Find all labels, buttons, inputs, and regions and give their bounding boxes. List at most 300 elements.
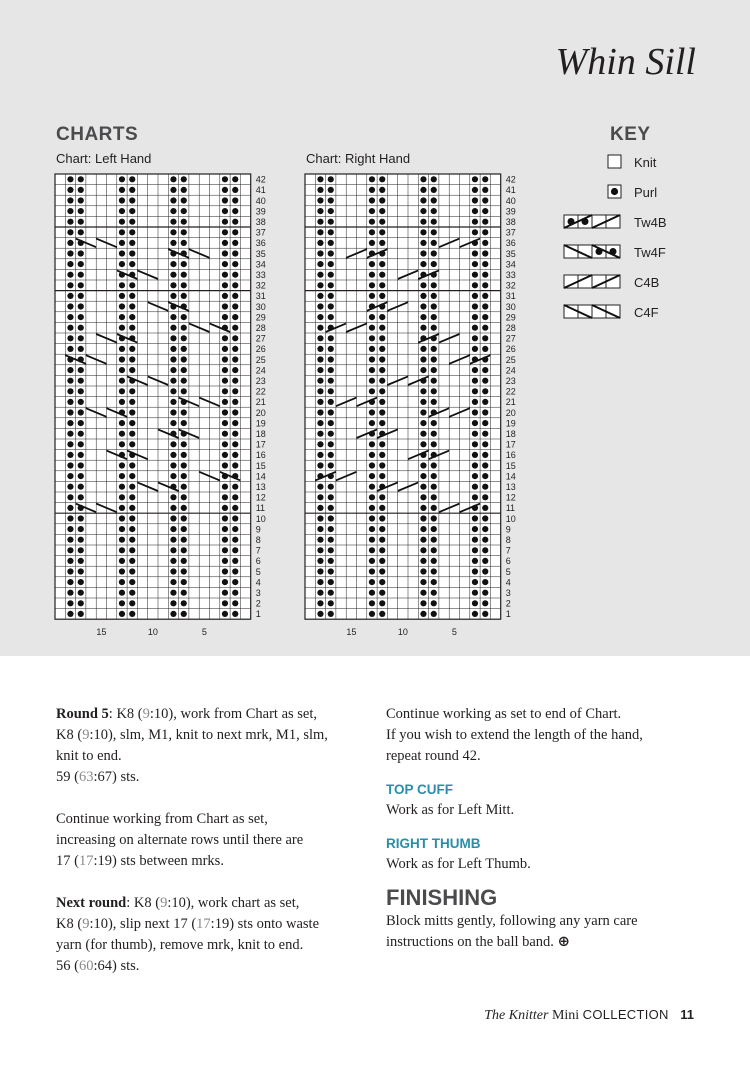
purl-stitch-mark [232, 219, 238, 225]
row-number-label: 38 [255, 217, 266, 227]
purl-stitch-mark [379, 261, 385, 267]
purl-stitch-mark [222, 229, 228, 235]
purl-stitch-mark [222, 272, 228, 278]
purl-stitch-mark [222, 537, 228, 543]
purl-stitch-mark [78, 600, 84, 606]
purl-stitch-mark [482, 611, 488, 617]
purl-stitch-mark [420, 176, 426, 182]
right-thumb-text: Work as for Left Thumb. [386, 856, 531, 872]
purl-stitch-mark [482, 261, 488, 267]
purl-stitch-mark [317, 335, 323, 341]
purl-stitch-mark [232, 558, 238, 564]
purl-stitch-mark [420, 579, 426, 585]
purl-stitch-mark [181, 420, 187, 426]
purl-stitch-mark [170, 356, 176, 362]
purl-stitch-mark [420, 462, 426, 468]
purl-stitch-mark [78, 409, 84, 415]
purl-stitch-mark [482, 197, 488, 203]
row-number-label: 18 [255, 429, 266, 439]
purl-stitch-mark [222, 441, 228, 447]
purl-stitch-mark [317, 240, 323, 246]
purl-stitch-mark [78, 579, 84, 585]
purl-stitch-mark [119, 187, 125, 193]
purl-stitch-mark [317, 526, 323, 532]
purl-stitch-mark [369, 367, 375, 373]
purl-stitch-mark [431, 431, 437, 437]
row-number-label: 28 [505, 323, 516, 333]
purl-stitch-mark [170, 526, 176, 532]
row-number-label: 15 [505, 460, 516, 471]
purl-stitch-mark [431, 388, 437, 394]
purl-stitch-mark [379, 293, 385, 299]
purl-stitch-mark [472, 250, 478, 256]
purl-stitch-mark [78, 568, 84, 574]
purl-stitch-mark [328, 240, 334, 246]
purl-stitch-mark [78, 515, 84, 521]
row-number-label: 1 [255, 609, 261, 620]
purl-stitch-mark [369, 378, 375, 384]
purl-stitch-mark [119, 537, 125, 543]
purl-stitch-mark [119, 473, 125, 479]
row-number-label: 3 [505, 588, 511, 598]
row-number-label: 7 [255, 545, 261, 556]
purl-stitch-mark [222, 484, 228, 490]
purl-stitch-mark [379, 420, 385, 426]
purl-stitch-mark [482, 335, 488, 341]
purl-stitch-mark [379, 176, 385, 182]
purl-stitch-mark [129, 261, 135, 267]
purl-stitch-mark [482, 409, 488, 415]
purl-stitch-mark [67, 452, 73, 458]
row-number-label: 14 [255, 471, 266, 482]
purl-stitch-mark [482, 579, 488, 585]
purl-stitch-mark [67, 568, 73, 574]
purl-stitch-mark [431, 378, 437, 384]
purl-stitch-mark [67, 399, 73, 405]
purl-stitch-mark [170, 547, 176, 553]
purl-stitch-mark [420, 367, 426, 373]
purl-stitch-mark [129, 399, 135, 405]
purl-stitch-mark [379, 505, 385, 511]
purl-stitch-mark [420, 325, 426, 331]
purl-stitch-mark [328, 600, 334, 606]
purl-stitch-mark [431, 187, 437, 193]
purl-stitch-mark [222, 579, 228, 585]
purl-stitch-mark [317, 547, 323, 553]
purl-stitch-mark [119, 568, 125, 574]
right-chart-label: Chart: Right Hand [306, 151, 411, 166]
purl-stitch-mark [472, 431, 478, 437]
row-number-label: 2 [255, 598, 261, 609]
purl-stitch-mark [420, 611, 426, 617]
purl-stitch-mark [420, 314, 426, 320]
purl-stitch-mark [369, 452, 375, 458]
purl-stitch-mark [119, 420, 125, 426]
purl-stitch-mark [129, 314, 135, 320]
purl-stitch-mark [222, 558, 228, 564]
purl-stitch-mark [170, 378, 176, 384]
row-number-label: 14 [505, 471, 516, 482]
purl-stitch-mark [129, 219, 135, 225]
purl-stitch-mark [222, 600, 228, 606]
purl-stitch-mark [379, 558, 385, 564]
purl-stitch-mark [129, 176, 135, 182]
purl-stitch-mark [67, 515, 73, 521]
purl-stitch-mark [170, 590, 176, 596]
purl-stitch-mark [420, 293, 426, 299]
purl-stitch-mark [119, 325, 125, 331]
purl-stitch-mark [170, 314, 176, 320]
purl-stitch-mark [222, 219, 228, 225]
purl-stitch-mark [232, 208, 238, 214]
purl-stitch-mark [317, 558, 323, 564]
purl-stitch-mark [170, 176, 176, 182]
purl-stitch-mark [369, 579, 375, 585]
row-number-label: 19 [505, 418, 516, 429]
purl-stitch-mark [369, 314, 375, 320]
purl-stitch-mark [129, 303, 135, 309]
purl-stitch-mark [379, 473, 385, 479]
purl-stitch-mark [232, 452, 238, 458]
row-number-label: 17 [255, 439, 266, 450]
purl-stitch-mark [170, 568, 176, 574]
purl-stitch-mark [78, 420, 84, 426]
purl-stitch-mark [222, 611, 228, 617]
purl-stitch-mark [328, 356, 334, 362]
purl-stitch-mark [317, 537, 323, 543]
purl-stitch-mark [67, 484, 73, 490]
purl-stitch-mark [222, 547, 228, 553]
purl-stitch-mark [328, 547, 334, 553]
row-number-label: 8 [505, 535, 511, 545]
purl-stitch-mark [369, 282, 375, 288]
purl-stitch-mark [482, 293, 488, 299]
purl-stitch-mark [170, 462, 176, 468]
purl-stitch-mark [67, 261, 73, 267]
purl-stitch-mark [232, 579, 238, 585]
purl-stitch-mark [431, 176, 437, 182]
purl-stitch-mark [431, 537, 437, 543]
row-number-label: 31 [255, 291, 266, 302]
purl-stitch-mark [181, 547, 187, 553]
purl-stitch-mark [328, 568, 334, 574]
purl-stitch-mark [431, 346, 437, 352]
purl-stitch-mark [170, 346, 176, 352]
cable-front-icon [562, 301, 622, 325]
purl-stitch-mark [129, 346, 135, 352]
purl-stitch-mark [482, 399, 488, 405]
purl-stitch-mark [181, 282, 187, 288]
purl-stitch-mark [222, 590, 228, 596]
purl-stitch-mark [482, 526, 488, 532]
purl-stitch-mark [78, 367, 84, 373]
purl-stitch-mark [129, 420, 135, 426]
purl-stitch-mark [222, 420, 228, 426]
purl-stitch-mark [232, 431, 238, 437]
purl-stitch-mark [317, 187, 323, 193]
purl-stitch-mark [129, 431, 135, 437]
row-number-label: 3 [255, 588, 261, 598]
purl-stitch-mark [420, 484, 426, 490]
purl-stitch-mark [170, 388, 176, 394]
purl-stitch-mark [328, 452, 334, 458]
purl-stitch-mark [328, 431, 334, 437]
finishing-text: Block mitts gently, following any yarn care instructions on the ball band. ⊕ [386, 913, 638, 950]
purl-stitch-mark [431, 568, 437, 574]
purl-stitch-mark [78, 590, 84, 596]
purl-stitch-mark [119, 356, 125, 362]
purl-stitch-mark [232, 325, 238, 331]
purl-stitch-mark [482, 314, 488, 320]
purl-stitch-mark [119, 314, 125, 320]
purl-stitch-mark [317, 346, 323, 352]
purl-stitch-mark [379, 197, 385, 203]
purl-stitch-mark [181, 293, 187, 299]
purl-stitch-mark [369, 272, 375, 278]
purl-stitch-mark [232, 346, 238, 352]
row-number-label: 9 [255, 524, 261, 535]
purl-stitch-mark [78, 441, 84, 447]
purl-stitch-mark [181, 335, 187, 341]
purl-stitch-mark [328, 484, 334, 490]
purl-stitch-mark [379, 388, 385, 394]
purl-stitch-mark [317, 420, 323, 426]
row-number-label: 10 [505, 513, 516, 524]
purl-stitch-mark [232, 240, 238, 246]
purl-stitch-mark [420, 590, 426, 596]
top-cuff-heading: TOP CUFF [386, 782, 454, 797]
row-number-label: 15 [255, 460, 266, 471]
purl-stitch-mark [420, 526, 426, 532]
purl-stitch-mark [232, 409, 238, 415]
purl-stitch-mark [379, 579, 385, 585]
purl-stitch-mark [420, 431, 426, 437]
row-number-label: 30 [255, 301, 266, 312]
twist-front-icon [562, 241, 622, 265]
purl-stitch-mark [78, 346, 84, 352]
row-number-label: 20 [255, 407, 266, 418]
purl-stitch-mark [379, 325, 385, 331]
purl-stitch-mark [431, 600, 437, 606]
left-text-column [56, 704, 366, 977]
stitch-number-label: 5 [201, 627, 207, 638]
purl-stitch-mark [328, 378, 334, 384]
purl-stitch-mark [129, 558, 135, 564]
row-number-label: 4 [505, 577, 511, 588]
purl-stitch-mark [379, 240, 385, 246]
stitch-number-label: 15 [346, 627, 357, 638]
purl-stitch-mark [420, 441, 426, 447]
row-number-label: 21 [255, 397, 266, 408]
purl-stitch-mark [232, 505, 238, 511]
purl-stitch-mark [181, 208, 187, 214]
stitch-number-label: 5 [451, 627, 457, 638]
finishing-heading: FINISHING [386, 885, 498, 910]
purl-stitch-mark [170, 473, 176, 479]
purl-stitch-mark [379, 356, 385, 362]
purl-stitch-mark [431, 558, 437, 564]
purl-stitch-mark [328, 346, 334, 352]
purl-stitch-mark [232, 367, 238, 373]
purl-stitch-mark [472, 399, 478, 405]
purl-stitch-mark [482, 420, 488, 426]
purl-stitch-mark [129, 611, 135, 617]
purl-stitch-mark [379, 346, 385, 352]
purl-stitch-mark [482, 600, 488, 606]
row-number-label: 33 [505, 270, 516, 280]
key-label: C4B [634, 275, 660, 290]
purl-stitch-mark [369, 208, 375, 214]
purl-stitch-mark [170, 208, 176, 214]
row-number-label: 31 [505, 291, 516, 302]
purl-stitch-mark [170, 441, 176, 447]
purl-stitch-mark [379, 568, 385, 574]
purl-stitch-mark [170, 399, 176, 405]
purl-stitch-mark [119, 208, 125, 214]
purl-stitch-mark [67, 272, 73, 278]
purl-stitch-mark [317, 176, 323, 182]
purl-stitch-mark [181, 314, 187, 320]
purl-stitch-mark [379, 409, 385, 415]
purl-stitch-mark [119, 176, 125, 182]
purl-stitch-mark [119, 611, 125, 617]
purl-stitch-mark [222, 197, 228, 203]
purl-stitch-mark [67, 378, 73, 384]
purl-stitch-mark [78, 547, 84, 553]
purl-stitch-mark [78, 399, 84, 405]
row-number-label: 6 [255, 556, 261, 567]
purl-stitch-mark [472, 409, 478, 415]
purl-stitch-mark [78, 494, 84, 500]
purl-stitch-mark [119, 590, 125, 596]
purl-stitch-mark [482, 378, 488, 384]
row-number-label: 36 [255, 238, 266, 249]
row-number-label: 40 [255, 195, 266, 206]
purl-stitch-mark [317, 568, 323, 574]
purl-stitch-mark [317, 229, 323, 235]
purl-stitch-mark [232, 378, 238, 384]
purl-stitch-mark [181, 229, 187, 235]
purl-stitch-mark [472, 325, 478, 331]
purl-stitch-mark [67, 590, 73, 596]
purl-stitch-mark [420, 494, 426, 500]
left-hand-chart [54, 173, 294, 643]
purl-stitch-mark [482, 303, 488, 309]
next-round-paragraph: Next round: K8 (9:10), work chart as set, K8 (9:10), slip next 17 (17:19) sts onto waste yarn (for thumb), remove mrk, knit to end. 56 (60:64) sts. [56, 895, 320, 974]
purl-stitch-mark [67, 240, 73, 246]
row-number-label: 36 [505, 238, 516, 249]
magazine-collection: COLLECTION [582, 1007, 669, 1022]
purl-stitch-mark [119, 388, 125, 394]
purl-stitch-mark [119, 367, 125, 373]
purl-stitch-mark [222, 409, 228, 415]
purl-stitch-mark [317, 590, 323, 596]
purl-stitch-mark [129, 356, 135, 362]
purl-stitch-mark [67, 473, 73, 479]
purl-stitch-mark [379, 282, 385, 288]
purl-stitch-mark [482, 568, 488, 574]
purl-stitch-mark [181, 505, 187, 511]
purl-stitch-mark [379, 441, 385, 447]
purl-stitch-mark [328, 611, 334, 617]
purl-stitch-mark [78, 282, 84, 288]
purl-stitch-mark [328, 462, 334, 468]
purl-stitch-mark [317, 600, 323, 606]
purl-stitch-mark [119, 441, 125, 447]
purl-stitch-mark [119, 484, 125, 490]
purl-stitch-mark [119, 261, 125, 267]
purl-stitch-mark [232, 229, 238, 235]
purl-stitch-mark [78, 335, 84, 341]
purl-stitch-mark [222, 505, 228, 511]
purl-stitch-mark [67, 420, 73, 426]
purl-stitch-mark [232, 388, 238, 394]
row-number-label: 27 [255, 333, 266, 344]
purl-stitch-mark [222, 346, 228, 352]
purl-stitch-mark [181, 558, 187, 564]
row-number-label: 9 [505, 524, 511, 535]
purl-stitch-mark [317, 515, 323, 521]
row-number-label: 13 [505, 482, 516, 492]
purl-stitch-mark [170, 558, 176, 564]
row-number-label: 28 [255, 323, 266, 333]
purl-stitch-mark [317, 462, 323, 468]
purl-stitch-mark [369, 600, 375, 606]
purl-stitch-mark [232, 568, 238, 574]
left-chart-label: Chart: Left Hand [56, 151, 152, 166]
purl-stitch-mark [420, 240, 426, 246]
purl-stitch-mark [431, 261, 437, 267]
purl-stitch-mark [317, 293, 323, 299]
knit-square-icon [562, 151, 622, 175]
purl-stitch-mark [67, 208, 73, 214]
purl-stitch-mark [67, 335, 73, 341]
purl-stitch-mark [328, 579, 334, 585]
purl-stitch-mark [420, 537, 426, 543]
purl-stitch-mark [232, 420, 238, 426]
purl-stitch-mark [369, 293, 375, 299]
purl-stitch-mark [181, 346, 187, 352]
row-number-label: 32 [255, 280, 266, 291]
purl-stitch-mark [67, 346, 73, 352]
purl-stitch-mark [379, 272, 385, 278]
purl-stitch-mark [317, 250, 323, 256]
key-label: Purl [634, 185, 658, 200]
purl-stitch-mark [317, 314, 323, 320]
purl-stitch-mark [67, 229, 73, 235]
purl-stitch-mark [222, 526, 228, 532]
twist-back-icon [562, 211, 622, 235]
row-number-label: 4 [255, 577, 261, 588]
purl-stitch-mark [369, 462, 375, 468]
purl-stitch-mark [420, 356, 426, 362]
row-number-label: 38 [505, 217, 516, 227]
purl-stitch-mark [67, 219, 73, 225]
purl-stitch-mark [129, 600, 135, 606]
purl-stitch-mark [379, 219, 385, 225]
purl-stitch-mark [67, 526, 73, 532]
purl-stitch-mark [317, 325, 323, 331]
purl-stitch-mark [78, 484, 84, 490]
row-number-label: 25 [505, 354, 516, 365]
purl-stitch-mark [222, 176, 228, 182]
purl-stitch-mark [369, 261, 375, 267]
purl-stitch-mark [170, 335, 176, 341]
purl-stitch-mark [181, 367, 187, 373]
purl-stitch-mark [222, 452, 228, 458]
purl-stitch-mark [328, 388, 334, 394]
purl-stitch-mark [170, 537, 176, 543]
